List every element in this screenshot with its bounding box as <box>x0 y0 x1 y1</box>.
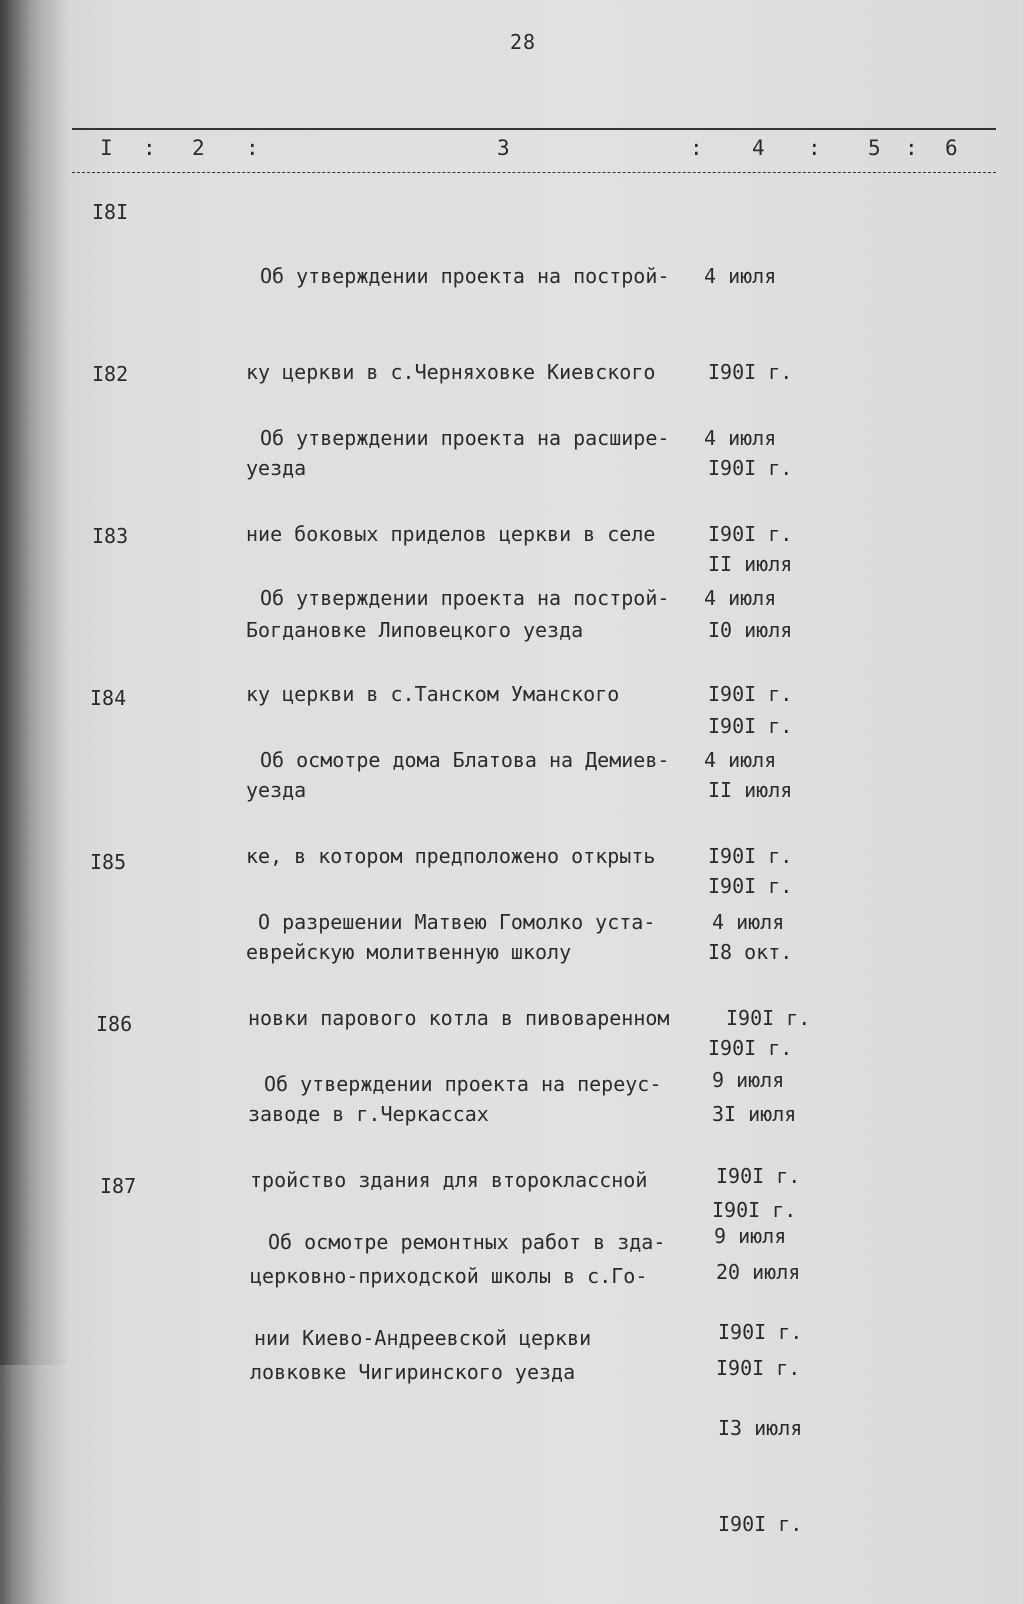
description-line: новки парового котла в пивоваренном <box>248 1006 670 1030</box>
column-separator: : <box>905 136 918 160</box>
date-line: I90I г. <box>708 522 793 546</box>
date-line: I90I г. <box>708 456 793 480</box>
date-line: I90I г. <box>726 1006 811 1030</box>
column-header-4: 4 <box>752 136 765 160</box>
column-header-6: 6 <box>945 136 958 160</box>
description-line: О разрешении Матвею Гомолко уста- <box>258 910 656 934</box>
date-line: 4 июля <box>712 910 785 934</box>
description-line: Об утверждении проекта на построй- <box>260 586 670 610</box>
date-line: 4 июля <box>704 748 777 772</box>
column-header-5: 5 <box>868 136 881 160</box>
header-top-rule <box>72 128 996 130</box>
date-line: I90I г. <box>708 682 793 706</box>
entry-dates <box>714 1156 802 1604</box>
entry-number: I8I <box>92 200 129 224</box>
column-header-2: 2 <box>192 136 205 160</box>
description-line: уезда <box>246 778 307 802</box>
date-line: 9 июля <box>712 1068 785 1092</box>
column-separator: : <box>808 136 821 160</box>
date-line: I90I г. <box>708 874 793 898</box>
description-line: заводе в г.Черкассах <box>248 1102 489 1126</box>
date-line: I90I г. <box>716 1164 801 1188</box>
description-line: Об осмотре дома Блатова на Демиев- <box>260 748 670 772</box>
description-line: ку церкви в с.Черняховке Киевского <box>246 360 656 384</box>
date-line: I3 июля <box>718 1416 803 1440</box>
description-line: ку церкви в с.Танском Уманского <box>246 682 620 706</box>
entry-number: I87 <box>100 1174 137 1198</box>
entry-number: I84 <box>90 686 127 710</box>
date-line: 4 июля <box>704 264 777 288</box>
date-line: I90I г. <box>708 844 793 868</box>
date-line: I0 июля <box>708 618 793 642</box>
column-separator: : <box>143 136 156 160</box>
date-line: 4 июля <box>704 426 777 450</box>
date-line: 3I июля <box>712 1102 797 1126</box>
description-line: Об осмотре ремонтных работ в зда- <box>268 1230 666 1254</box>
description-line: уезда <box>246 456 307 480</box>
date-line: I8 окт. <box>708 940 793 964</box>
date-line: I90I г. <box>718 1320 803 1344</box>
page-number: 28 <box>510 30 537 54</box>
column-separator: : <box>690 136 703 160</box>
description-line: Об утверждении проекта на расшире- <box>260 426 670 450</box>
description-line: ке, в котором предположено открыть <box>246 844 656 868</box>
description-line: церковно-приходской школы в с.Го- <box>250 1264 648 1288</box>
date-line: I90I г. <box>716 1356 801 1380</box>
description-line: тройство здания для второклассной <box>250 1168 648 1192</box>
date-line: I90I г. <box>708 360 793 384</box>
description-line: ние боковых приделов церкви в селе <box>246 522 656 546</box>
date-line: 4 июля <box>704 586 777 610</box>
date-line: I90I г. <box>712 1198 797 1222</box>
entry-number: I83 <box>92 524 129 548</box>
description-line: Об утверждении проекта на построй- <box>260 264 670 288</box>
entry-number: I85 <box>90 850 127 874</box>
date-line: 20 июля <box>716 1260 801 1284</box>
date-line: I90I г. <box>708 714 793 738</box>
date-line: 9 июля <box>714 1224 787 1248</box>
description-line: Богдановке Липовецкого уезда <box>246 618 584 642</box>
entry-description <box>254 1162 665 1418</box>
date-line: II июля <box>708 778 793 802</box>
description-line: ловковке Чигиринского уезда <box>250 1360 576 1384</box>
column-header-3: 3 <box>497 136 510 160</box>
date-line: I90I г. <box>708 1036 793 1060</box>
description-line: еврейскую молитвенную школу <box>246 940 572 964</box>
description-line: Об утверждении проекта на переус- <box>264 1072 662 1096</box>
column-header-1: I <box>100 136 113 160</box>
column-separator: : <box>246 136 259 160</box>
header-bottom-rule <box>72 172 996 173</box>
book-gutter-shadow <box>0 0 70 1365</box>
date-line: II июля <box>708 552 793 576</box>
entry-number: I82 <box>92 362 129 386</box>
date-line: I90I г. <box>718 1512 803 1536</box>
entry-number: I86 <box>96 1012 133 1036</box>
description-line: нии Киево-Андреевской церкви <box>254 1326 592 1350</box>
